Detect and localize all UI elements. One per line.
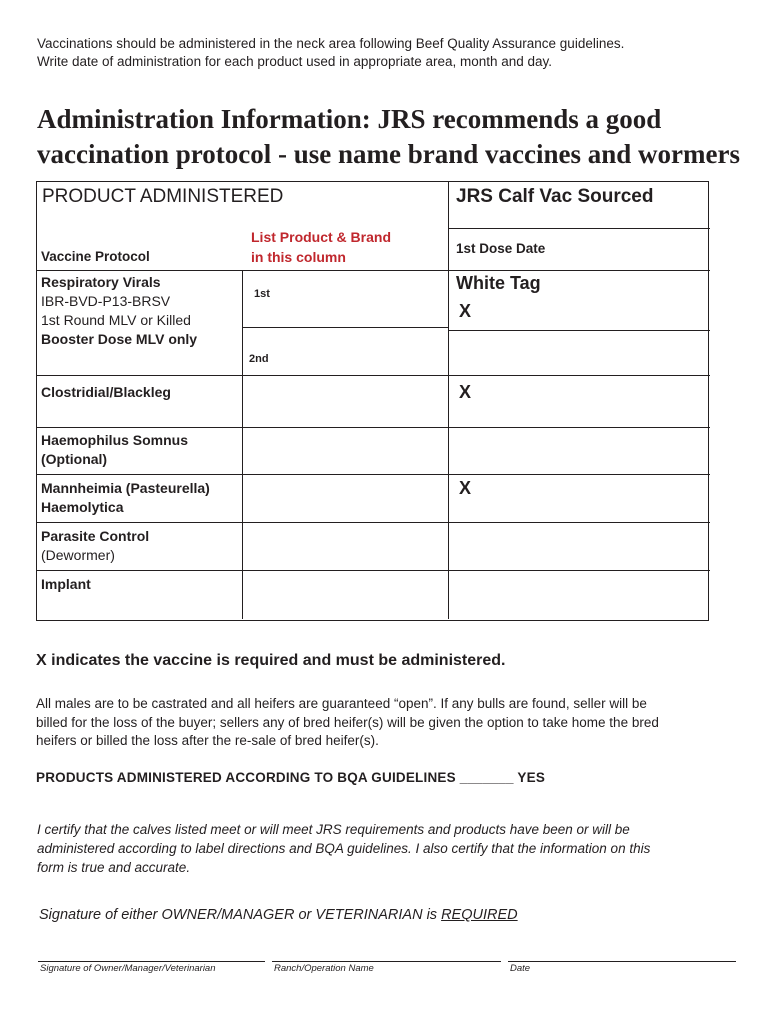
intro-line-1: Vaccinations should be administered in the neck area following Beef Quality Assurance guidelines.: [37, 36, 625, 51]
row-haemophilus-somnus: Haemophilus Somnus (Optional): [41, 432, 189, 467]
first-dose-label: 1st: [254, 288, 270, 300]
table-divider-right: [448, 182, 449, 619]
header-calf-vac-sourced: JRS Calf Vac Sourced: [456, 186, 654, 207]
title-line-1: Administration Information: JRS recommends a good: [37, 104, 662, 134]
row-mannheimia: Mannheimia (Pasteurella) Haemolytica: [41, 480, 210, 515]
table-rule: [448, 228, 710, 229]
row-parasite-control: Parasite Control (Dewormer): [41, 528, 150, 563]
signature-requirement: Signature of either OWNER/MANAGER or VETERINARIAN is REQUIRED: [39, 907, 518, 923]
ranch-name-label: Ranch/Operation Name: [274, 963, 374, 974]
table-rule: [448, 330, 710, 331]
required-mark-mannheimia: X: [459, 478, 472, 498]
date-label: Date: [510, 963, 531, 974]
signature-label: Signature of Owner/Manager/Veterinarian: [40, 963, 216, 974]
page-title: [37, 102, 757, 172]
intro-line-2: Write date of administration for each product used in appropriate area, month and day.: [37, 54, 553, 69]
required-mark-clostridial: X: [459, 382, 472, 402]
required-mark-respiratory: X: [459, 301, 472, 321]
row-respiratory-virals: Respiratory Virals IBR-BVD-P13-BRSV 1st Round MLV or Killed Booster Dose MLV only: [41, 274, 198, 347]
column-first-dose-date: 1st Dose Date: [456, 241, 546, 256]
column-product-brand: List Product & Brand in this column: [251, 229, 392, 265]
table-divider-middle: [242, 270, 243, 619]
white-tag-label: White Tag: [456, 273, 541, 293]
table-rule: [37, 474, 710, 475]
certification-text: I certify that the calves listed meet or will meet JRS requirements and products have been or will be administered according to label directions and BQA guidelines. I also certify that the information on this form is true and accurate.: [37, 822, 651, 875]
row-clostridial-blackleg: Clostridial/Blackleg: [41, 384, 171, 400]
row-implant: Implant: [41, 576, 91, 592]
ranch-name-line[interactable]: [272, 961, 501, 962]
column-vaccine-protocol: Vaccine Protocol: [41, 249, 150, 264]
administration-table: [36, 181, 709, 621]
castration-policy: All males are to be castrated and all heifers are guaranteed “open”. If any bulls are found, seller will be billed for the loss of the buyer; sellers any of bred heifer(s) will be given the option to take home the bred heifers or billed the loss after the re-sale of bred heifer(s).: [36, 696, 659, 748]
intro-text: [37, 35, 737, 71]
required-note: X indicates the vaccine is required and must be administered.: [36, 652, 506, 669]
table-rule: [242, 327, 448, 328]
second-dose-label: 2nd: [249, 353, 269, 365]
table-rule: [37, 375, 710, 376]
header-product-administered: PRODUCT ADMINISTERED: [42, 186, 284, 207]
bqa-statement: PRODUCTS ADMINISTERED ACCORDING TO BQA GUIDELINES _______ YES: [36, 770, 546, 785]
table-rule: [37, 522, 710, 523]
title-line-2: vaccination protocol - use name brand vaccines and wormers: [37, 139, 740, 169]
date-line[interactable]: [508, 961, 736, 962]
table-rule: [37, 570, 710, 571]
table-rule: [37, 427, 710, 428]
signature-line[interactable]: [38, 961, 265, 962]
table-rule: [37, 270, 710, 271]
